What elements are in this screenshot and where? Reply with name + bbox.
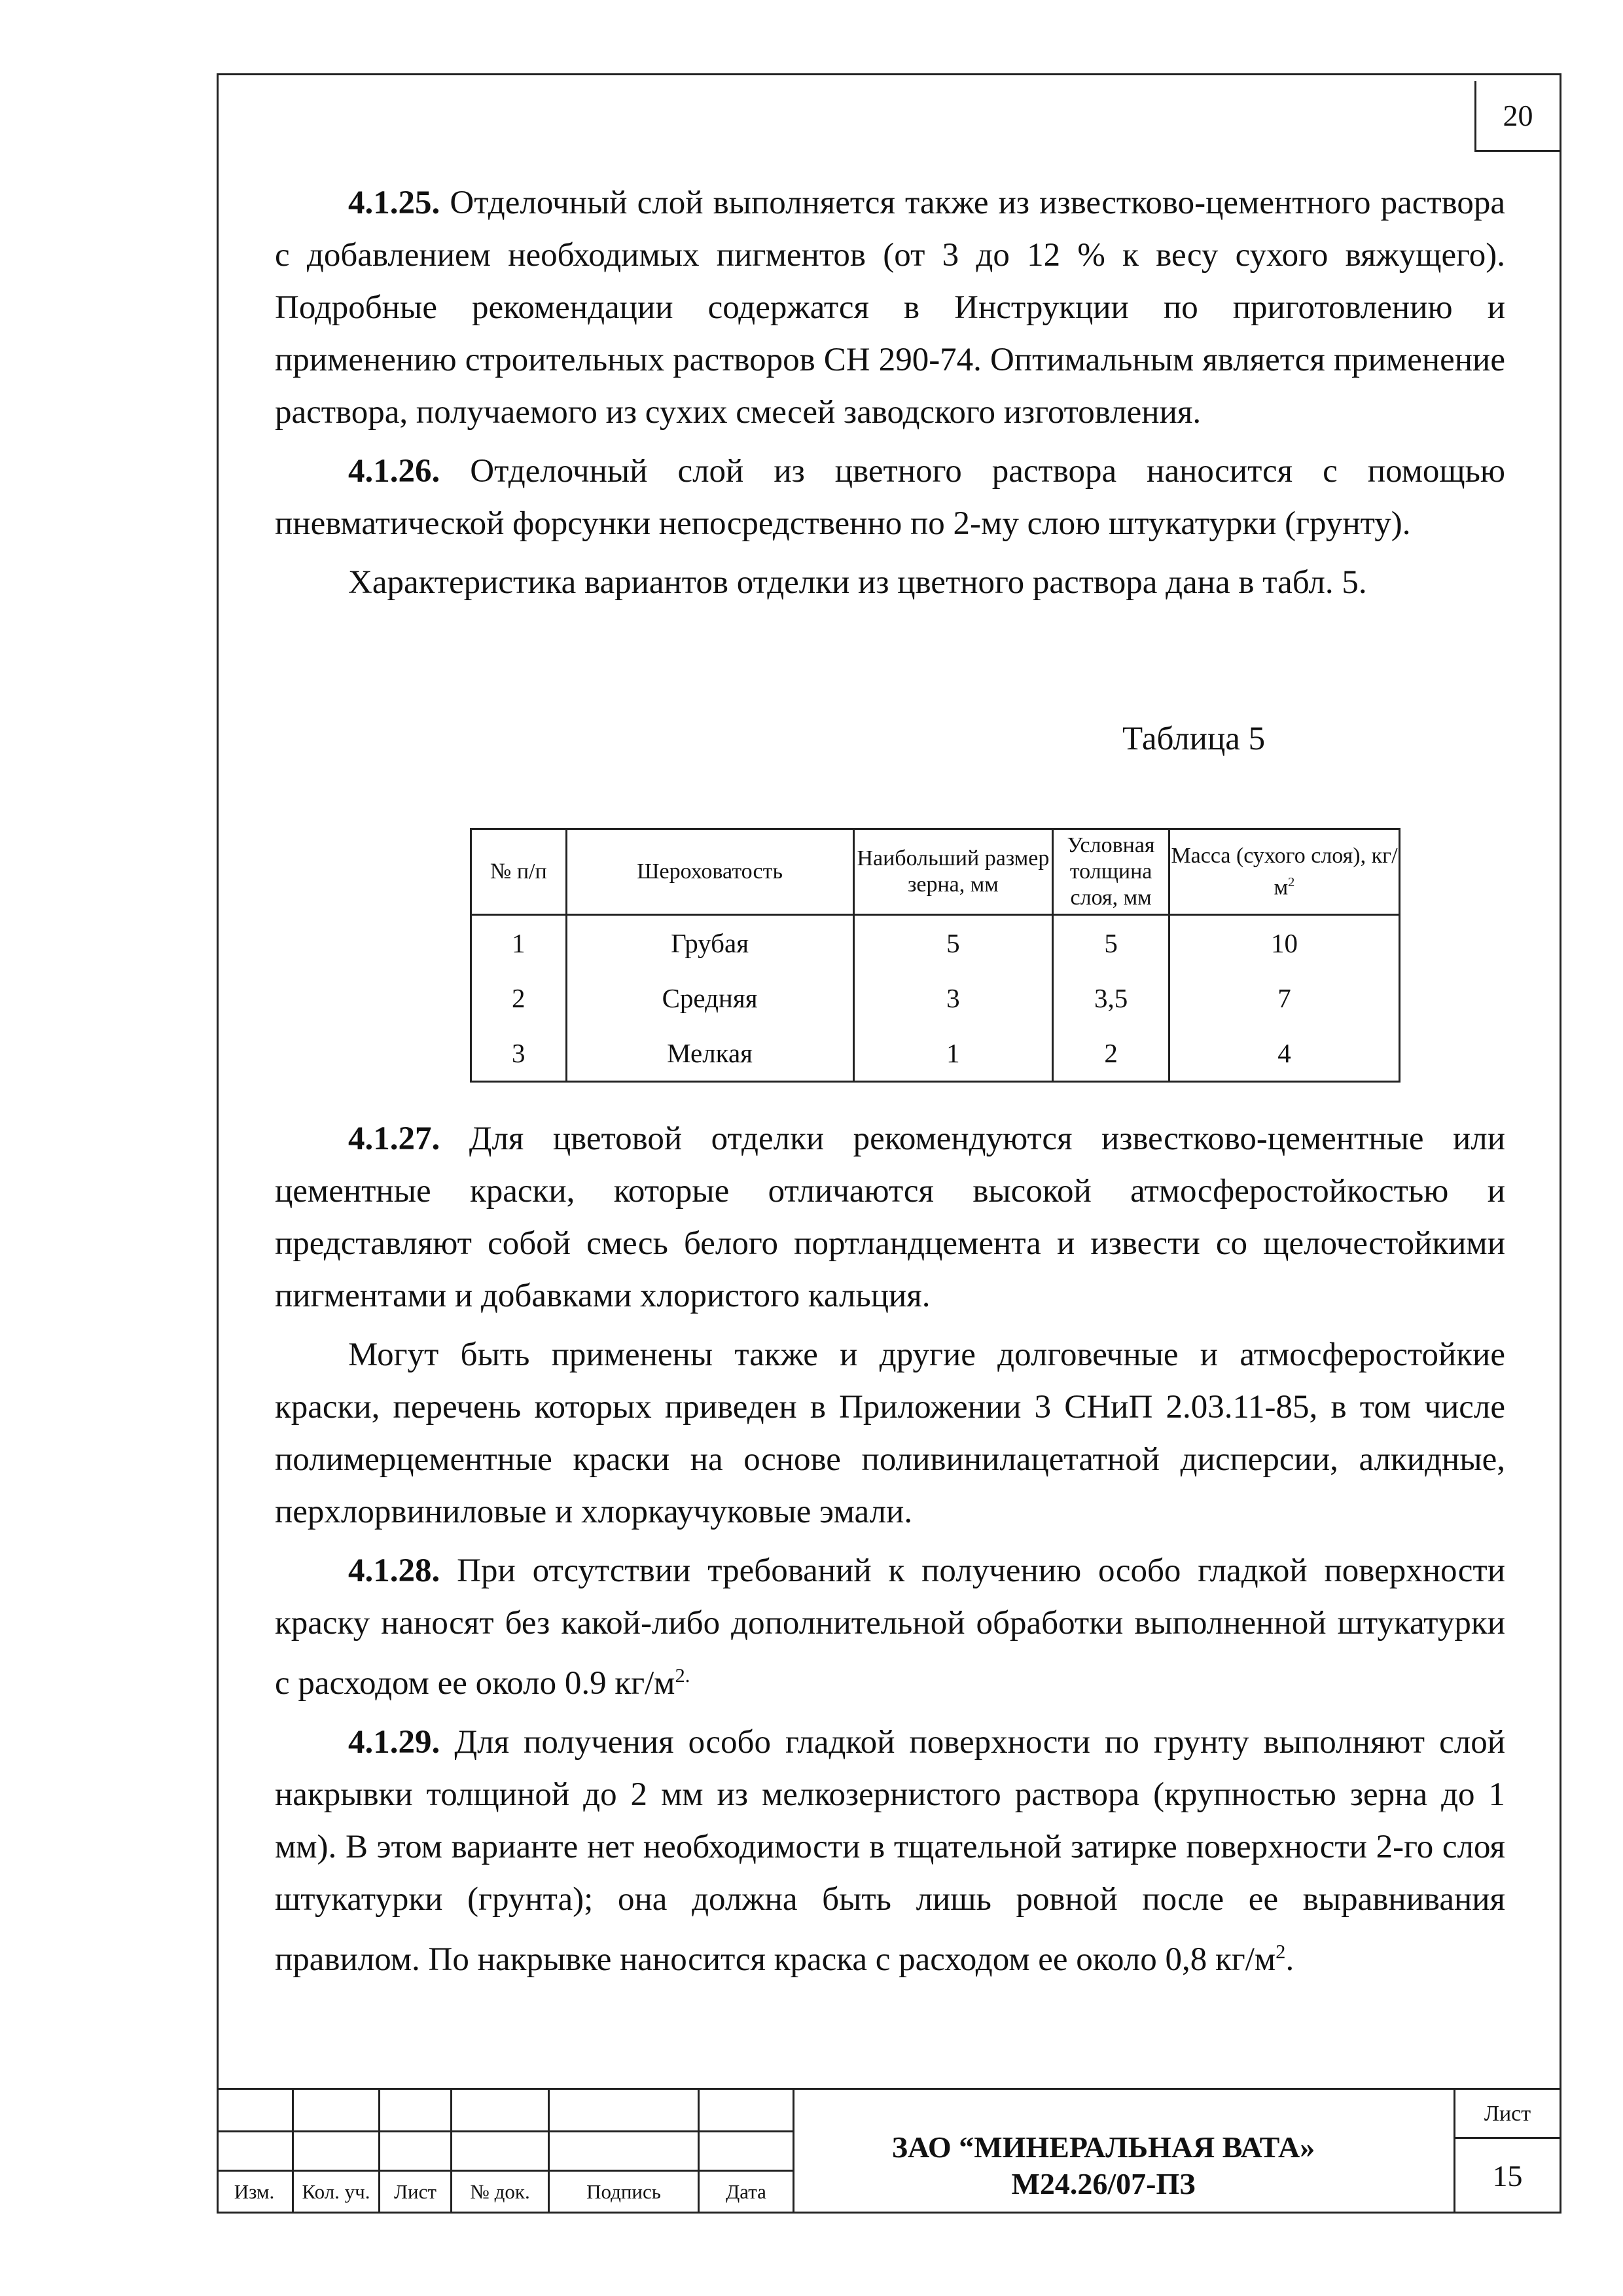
paragraph-paints (275, 1329, 1505, 1538)
table-header: № п/п (471, 829, 567, 915)
sheet-label: Лист (1484, 2102, 1531, 2126)
organization-name (793, 2129, 1414, 2202)
sheet-number: 15 (1492, 2159, 1523, 2193)
main-text-continued (275, 1113, 1505, 1986)
paragraph-text: Отделочный слой выполняется также из известково-цементного раствора с добавлением необходимых пигментов (от 3 до 12 % к весу сухого вяжущего). Подробные рекомендации содержатся в Инструкции по приготовлению и применению строительных растворов СН 290-74. Оптимальным является применение раствора, получаемого из сухих смесей заводского изготовления. (275, 185, 1506, 431)
table-row (471, 971, 1400, 1026)
table-cell: 7 (1169, 971, 1399, 1026)
table-header-row (471, 829, 1400, 915)
table-cell: 5 (1053, 915, 1169, 971)
col-label-izm: Изм. (234, 2180, 275, 2203)
table-cell: 10 (1169, 915, 1399, 971)
col-label-signature: Подпись (586, 2180, 661, 2203)
table-cell: Мелкая (566, 1026, 853, 1082)
clause-number: 4.1.28. (348, 1552, 440, 1589)
paragraph-text: При отсутствии требований к получению особо гладкой поверхности краску наносят без какой-либо дополнительной обработки выполненной штукатурки с расходом ее около 0.9 кг/м (275, 1552, 1505, 1702)
table-cell: 1 (471, 915, 567, 971)
paragraph-text: Для получения особо гладкой поверхности по грунту выполняют слой накрывки толщиной до 2 мм из мелкозернистого раствора (крупностью зерна до 1 мм). В этом варианте нет необходимости в тщательной затирке поверхности 2-го слоя штукатурки (грунта); она должна быть лишь ровной после ее выравнивания правилом. По накрывке наносится краска с расходом ее около 0,8 кг/м (275, 1724, 1506, 1978)
col-label-kol-uch: Кол. уч. (302, 2180, 370, 2203)
paragraph-table-ref (275, 556, 1505, 609)
paragraph-text: Могут быть применены также и другие долговечные и атмосферостойкие краски, перечень которых приведен в Приложении 3 СНиП 2.03.11-85, в том числе полимерцементные краски на основе поливинилацетатной дисперсии, алкидные, перхлорвиниловые и хлоркаучуковые эмали. (275, 1336, 1505, 1530)
table-cell: 2 (1053, 1026, 1169, 1082)
table-cell: 3 (853, 971, 1053, 1026)
col-label-doc-no: № док. (470, 2180, 530, 2203)
clause-number: 4.1.27. (348, 1121, 440, 1157)
org-line: ЗАО “МИНЕРАЛЬНАЯ ВАТА» (891, 2130, 1315, 2164)
corner-page-number (1474, 81, 1560, 152)
paragraph-4-1-29 (275, 1716, 1505, 1986)
paragraph-4-1-28 (275, 1545, 1505, 1710)
table-row (471, 1026, 1400, 1082)
col-label-date: Дата (726, 2180, 766, 2203)
col-label-list: Лист (394, 2180, 437, 2203)
table-header: Условная толщина слоя, мм (1053, 829, 1169, 915)
table-cell: 1 (853, 1026, 1053, 1082)
superscript: 2. (675, 1664, 690, 1687)
paragraph-text: Характеристика вариантов отделки из цветного раствора дана в табл. 5. (348, 564, 1367, 601)
table-header: Шероховатость (566, 829, 853, 915)
data-table (470, 828, 1400, 1083)
table-cell: 3,5 (1053, 971, 1169, 1026)
clause-number: 4.1.25. (348, 185, 440, 221)
main-text (275, 177, 1505, 609)
paragraph-4-1-25 (275, 177, 1505, 439)
paragraph-text: Отделочный слой из цветного раствора наносится с помощью пневматической форсунки непосредственно по 2-му слою штукатурки (грунту). (275, 453, 1505, 542)
superscript: 2 (1275, 1941, 1286, 1963)
table-cell: 5 (853, 915, 1053, 971)
table-cell: 3 (471, 1026, 567, 1082)
table-cell: 4 (1169, 1026, 1399, 1082)
paragraph-tail: . (1285, 1941, 1294, 1978)
table-caption: Таблица 5 (1122, 721, 1266, 757)
table-cell: Средняя (566, 971, 853, 1026)
paragraph-4-1-27 (275, 1113, 1505, 1322)
document-code: М24.26/07-ПЗ (1011, 2167, 1196, 2200)
paragraph-text: Для цветовой отделки рекомендуются известково-цементные или цементные краски, которые отличаются высокой атмосферостойкостью и представляют собой смесь белого портландцемента и извести со щелочестойкими пигментами и добавками хлористого кальция. (275, 1121, 1505, 1314)
table-header: Масса (сухого слоя), $кг/м^2$ (1169, 829, 1399, 915)
corner-page-number-text: 20 (1503, 99, 1533, 132)
table-row (471, 915, 1400, 971)
table-cell: 2 (471, 971, 567, 1026)
table-header: Наибольший размер зерна, мм (853, 829, 1053, 915)
clause-number: 4.1.26. (348, 453, 440, 490)
clause-number: 4.1.29. (348, 1724, 440, 1761)
paragraph-4-1-26 (275, 445, 1505, 550)
table-cell: Грубая (566, 915, 853, 971)
title-block (217, 2088, 1561, 2214)
